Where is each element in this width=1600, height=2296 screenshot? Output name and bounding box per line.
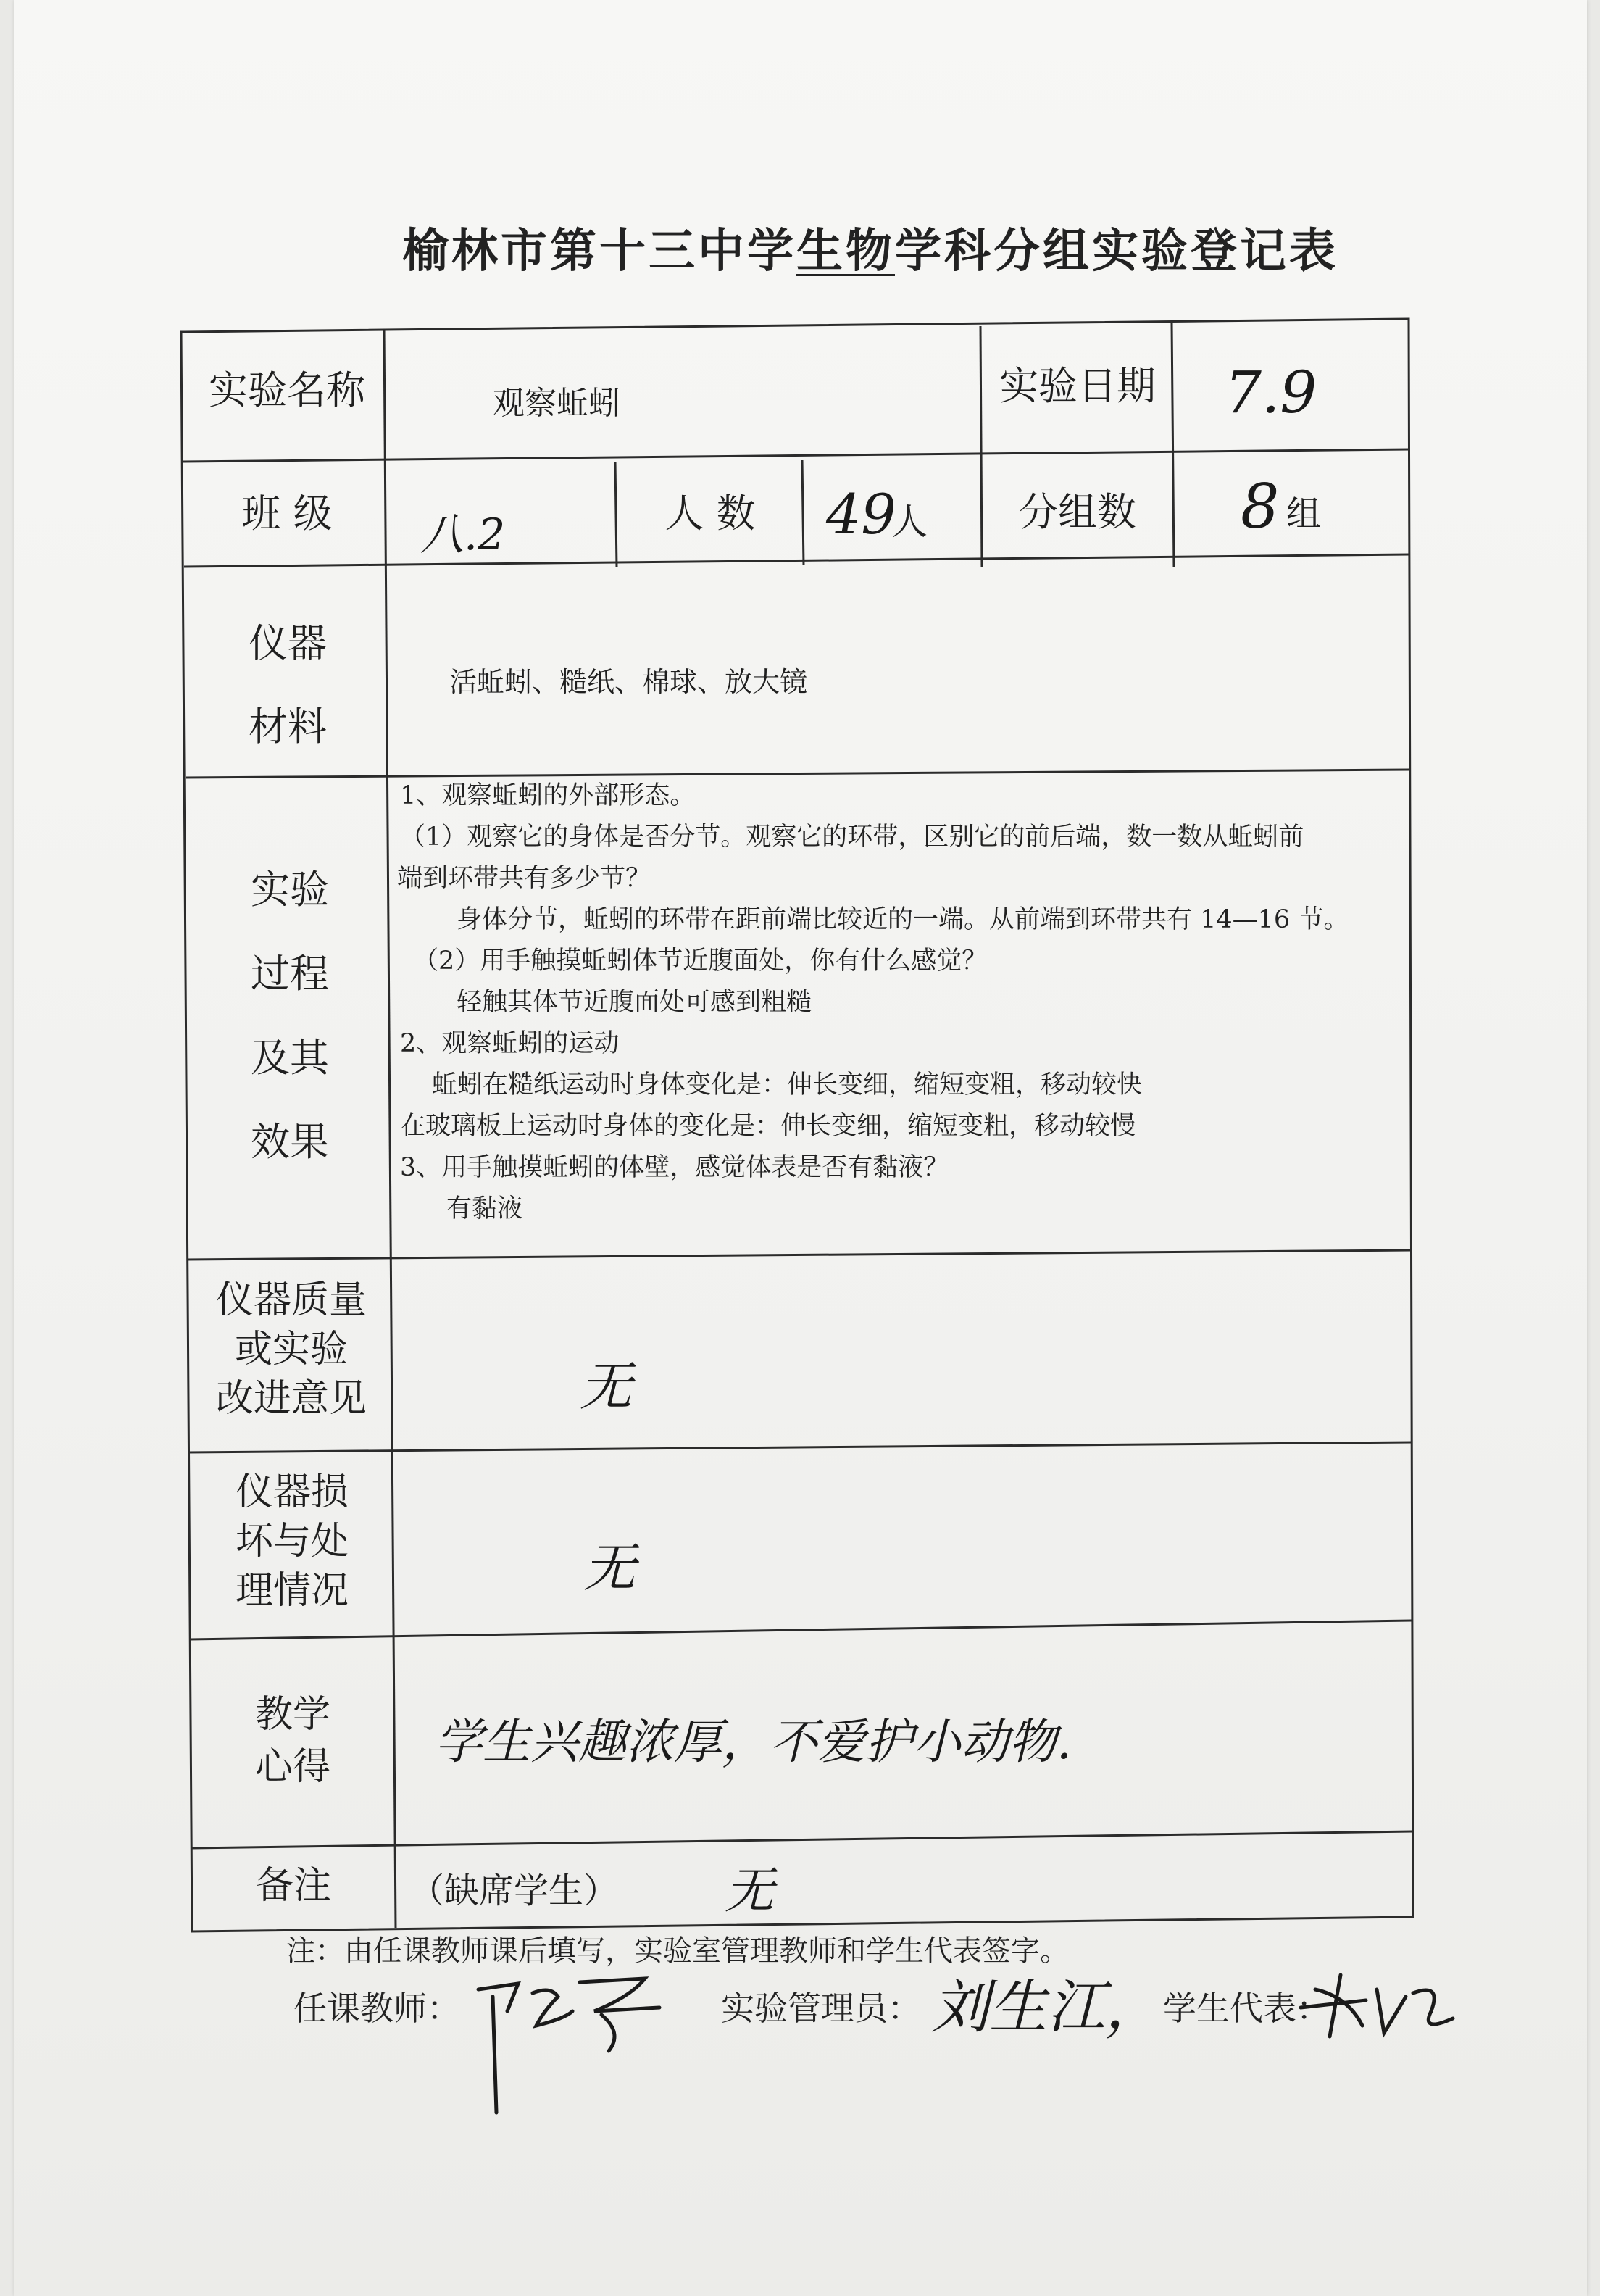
quality-label-line3: 改进意见 [215,1377,367,1421]
process-line: 身体分节，蚯蚓的环带在距前端比较近的一端。从前端到环带共有 14—16 节。 [457,905,1349,934]
damage-value: 无 [583,1537,636,1598]
materials-label [190,602,386,768]
remark-label: 备注 [255,1864,331,1908]
experiment-date-value: 7.9 [1225,359,1317,426]
damage-label [190,1468,394,1615]
damage-label-line1: 仪器损 [235,1471,349,1514]
teaching-value: 学生兴趣浓厚，不爱护小动物. [435,1714,1072,1770]
group-count-unit: 组 [1286,494,1322,534]
class-value: 八.2 [420,509,506,560]
group-count-value: 8 [1241,471,1280,542]
remark-value: 无 [725,1863,775,1920]
teacher-signature-label: 任课教师： [293,1989,460,2028]
process-line: 端到环带共有多少节？ [397,864,651,893]
materials-value: 活蚯蚓、糙纸、棉球、放大镜 [449,666,808,698]
group-count-label: 分组数 [1019,489,1136,535]
title-subject: 生物 [796,224,895,278]
class-label: 班 级 [241,491,333,536]
materials-label-line2: 材料 [249,704,327,749]
process-line: 1、观察蚯蚓的外部形态。 [400,781,696,810]
process-line: 轻触其体节近腹面处可感到粗糙 [457,988,812,1017]
experiment-date-label: 实验日期 [999,363,1156,409]
quality-label-line1: 仪器质量 [215,1278,367,1322]
teaching-label-line1: 教学 [254,1693,330,1736]
process-line: 蚯蚓在糙纸运动时身体变化是：伸长变细，缩短变粗，移动较快 [432,1070,1143,1099]
process-label-line3: 及其 [251,1035,329,1081]
remark-prefix: （缺席学生） [409,1871,619,1911]
process-line: 在玻璃板上运动时身体的变化是：伸长变细，缩短变粗，移动较慢 [400,1112,1136,1141]
footer-note: 注：由任课教师课后填写，实验室管理教师和学生代表签字。 [286,1934,1069,1968]
process-label-line1: 实验 [251,867,329,912]
headcount-unit: 人 [891,501,928,543]
materials-label-line1: 仪器 [249,620,327,666]
process-label-line4: 效果 [251,1119,329,1165]
teaching-label [190,1689,396,1793]
process-line: （1）观察它的身体是否分节。观察它的环带，区别它的前后端，数一数从蚯蚓前 [400,823,1304,852]
process-text [397,775,1407,1230]
process-label-line2: 过程 [251,951,329,997]
process-label [190,848,390,1184]
damage-label-line3: 理情况 [235,1569,349,1613]
experiment-name-value: 观察蚯蚓 [493,385,620,422]
process-line: 3、用手触摸蚯蚓的体壁，感觉体表是否有黏液？ [400,1153,949,1182]
title-prefix: 榆林市第十三中学 [402,224,796,278]
quality-value: 无 [580,1356,633,1417]
quality-label-line2: 或实验 [234,1328,348,1371]
experiment-name-label: 实验名称 [209,367,365,413]
headcount-value: 49 [826,482,896,546]
process-line: 有黏液 [446,1194,523,1223]
process-line: 2、观察蚯蚓的运动 [400,1029,620,1058]
student-rep-label: 学生代表： [1163,1989,1330,2028]
damage-label-line2: 坏与处 [235,1520,349,1563]
admin-signature-label: 实验管理员： [721,1989,921,2028]
admin-signature: 刘生江， [931,1973,1163,2041]
process-line: （2）用手触摸蚯蚓体节近腹面处，你有什么感觉？ [413,947,988,976]
quality-label [190,1276,393,1423]
headcount-label: 人 数 [664,491,756,536]
teaching-label-line2: 心得 [254,1745,330,1789]
teacher-signature [464,1968,674,2120]
student-rep-signature [1297,1968,1464,2047]
title-suffix: 学科分组实验登记表 [895,224,1338,278]
